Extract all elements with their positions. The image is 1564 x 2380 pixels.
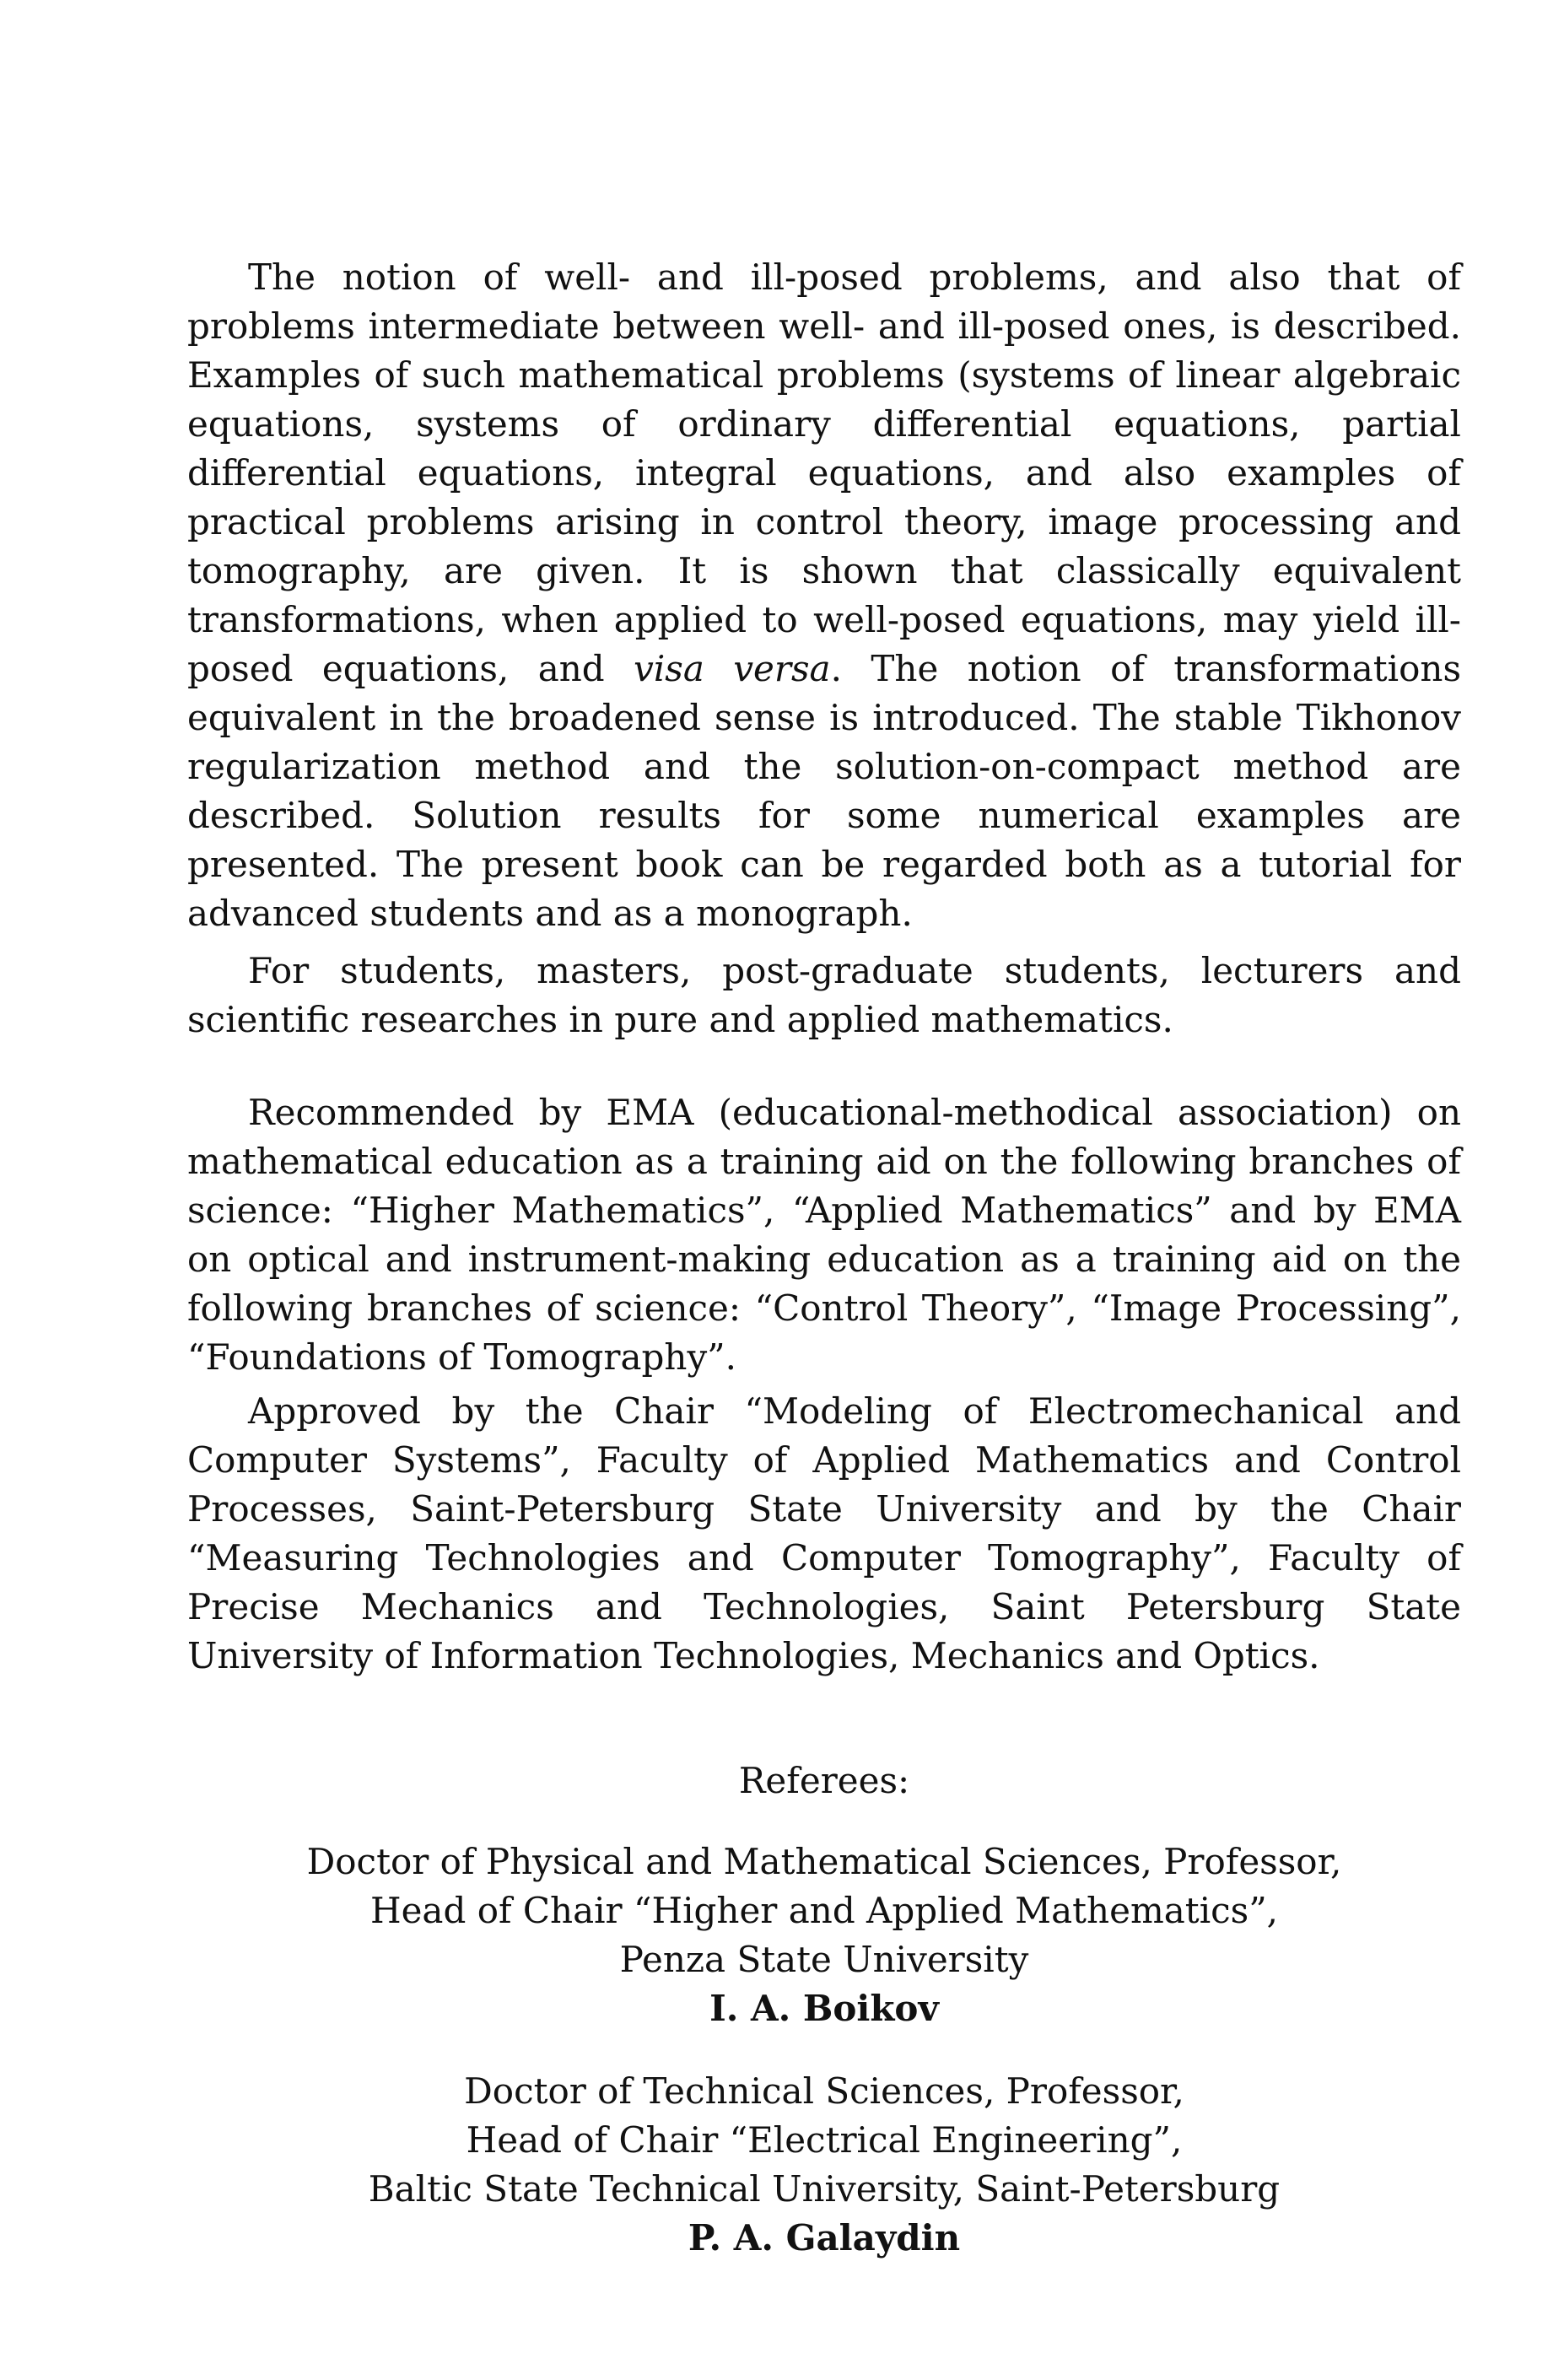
- referees-heading: Referees:: [738, 1760, 910, 1801]
- referee-affiliation: Baltic State Technical University, Saint-Petersburg: [368, 2168, 1281, 2210]
- referee-name: I. A. Boikov: [709, 1988, 939, 2029]
- abstract-italic-phrase: visa versa: [634, 648, 831, 689]
- abstract-paragraph: [187, 253, 1461, 938]
- abstract-text-part2: . The notion of transformations equivalent in the broadened sense is introduced. The stable Tikhonov regularization method and the solution-on-compact method are described. Solution results for some numerical examples are presented. The present book can be regarded both as a tutorial for advanced students and as a monograph.: [187, 648, 1461, 934]
- referee-affiliation: Penza State University: [619, 1939, 1029, 1980]
- approval-paragraph: Approved by the Chair “Modeling of Electromechanical and Computer Systems”, Faculty of Applied Mathematics and Control Processes, Saint-Petersburg State University and by the Chair “Measuring Technologies and Computer Tomography”, Faculty of Precise Mechanics and Technologies, Saint Petersburg State University of Information Technologies, Mechanics and Optics.: [187, 1390, 1461, 1676]
- referee-position: Head of Chair “Electrical Engineering”,: [466, 2119, 1183, 2161]
- recommendation-paragraph: Recommended by EMA (educational-methodical association) on mathematical education as a training aid on the following branches of science: “Higher Mathematics”, “Applied Mathematics” and by EMA on optical and instrument-making education as a training aid on the following branches of science: “Control Theory”, “Image Processing”, “Foundations of Tomography”.: [187, 1092, 1461, 1378]
- audience-paragraph: For students, masters, post-graduate students, lecturers and scientific researches in pure and applied mathematics.: [187, 950, 1461, 1040]
- referee-block: [187, 1838, 1461, 2033]
- referees-section: [187, 1757, 1461, 2263]
- referee-degree: Doctor of Physical and Mathematical Sciences, Professor,: [306, 1841, 1342, 1882]
- referee-position: Head of Chair “Higher and Applied Mathematics”,: [369, 1890, 1279, 1931]
- abstract-text-part1: The notion of well- and ill-posed problems, and also that of problems intermediate between well- and ill-posed ones, is described. Examples of such mathematical problems (systems of linear algebraic equations, systems of ordinary differential equations, partial differential equations, integral equations, and also examples of practical problems arising in control theory, image processing and tomography, are given. It is shown that classically equivalent transformations, when applied to well-posed equations, may yield ill-posed equations, and: [187, 256, 1461, 689]
- referee-name: P. A. Galaydin: [688, 2217, 961, 2259]
- referee-degree: Doctor of Technical Sciences, Professor,: [464, 2070, 1184, 2112]
- book-front-matter-page: [187, 253, 1461, 2296]
- referee-block: [187, 2067, 1461, 2263]
